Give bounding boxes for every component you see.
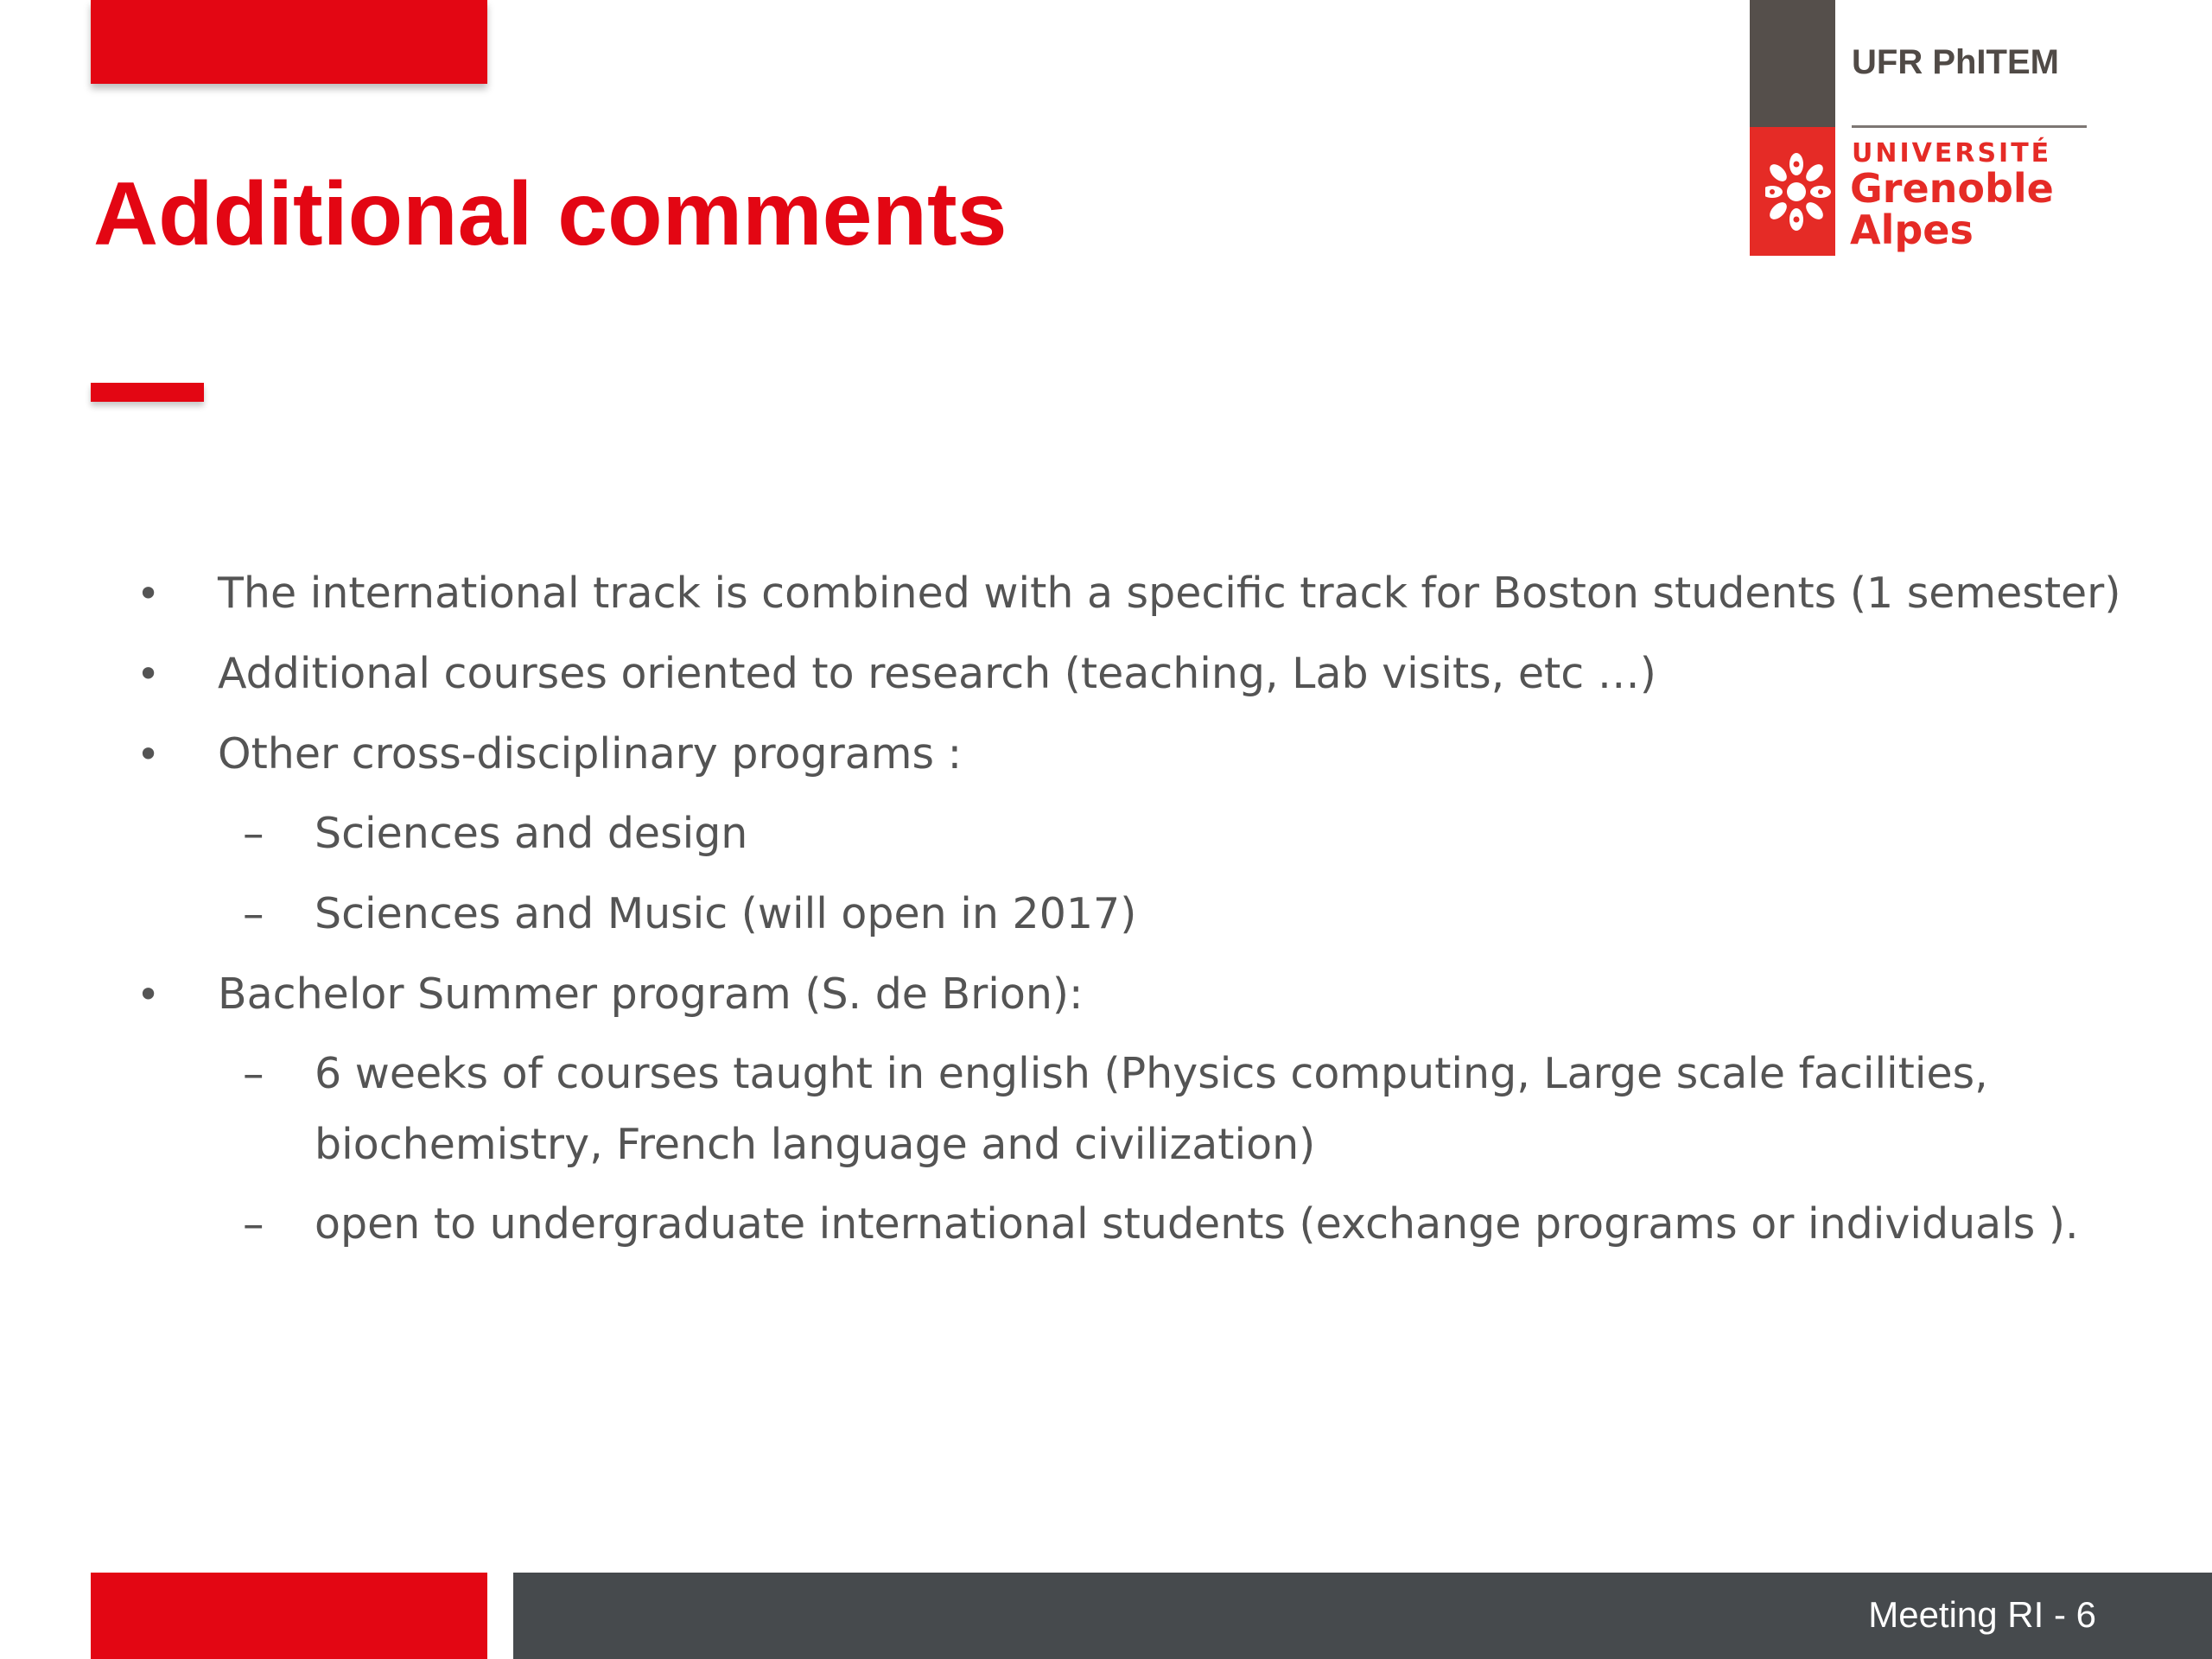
bullet-marker: •	[137, 731, 161, 778]
list-item: Other cross-disciplinary programs :	[218, 729, 963, 779]
logo-universite: UNIVERSITÉ	[1852, 138, 2052, 168]
list-item: Additional courses oriented to research (teaching, Lab visits, etc …)	[218, 649, 1656, 698]
sub-list-item-continuation: biochemistry, French language and civilization)	[315, 1120, 1316, 1169]
university-logo	[1750, 0, 2069, 256]
bullet-marker: •	[137, 570, 161, 617]
flower-icon	[1765, 145, 1836, 238]
list-item: The international track is combined with a specific track for Boston students (1 semester)	[218, 569, 2121, 618]
footer-page-label: Meeting RI - 6	[1868, 1594, 2096, 1635]
title-underline	[91, 383, 204, 402]
logo-alpes: Alpes	[1850, 207, 1974, 253]
slide-title: Additional comments	[93, 164, 1007, 264]
dash-marker: –	[243, 1199, 264, 1249]
logo-divider	[1852, 125, 2087, 128]
footer-accent-bar	[91, 1573, 487, 1659]
bullet-marker: •	[137, 651, 161, 697]
logo-faculty-name: UFR PhITEM	[1852, 43, 2059, 81]
bullet-marker: •	[137, 971, 161, 1018]
sub-list-item: Sciences and design	[315, 809, 748, 858]
top-accent-bar	[91, 0, 487, 84]
dash-marker: –	[243, 889, 264, 938]
logo-grey-block	[1750, 0, 1835, 127]
list-item: Bachelor Summer program (S. de Brion):	[218, 969, 1084, 1019]
dash-marker: –	[243, 809, 264, 858]
sub-list-item: Sciences and Music (will open in 2017)	[315, 889, 1137, 938]
logo-grenoble: Grenoble	[1850, 165, 2054, 212]
sub-list-item: open to undergraduate international students (exchange programs or individuals ).	[315, 1199, 2079, 1249]
sub-list-item: 6 weeks of courses taught in english (Physics computing, Large scale facilities,	[315, 1049, 1988, 1098]
dash-marker: –	[243, 1049, 264, 1098]
